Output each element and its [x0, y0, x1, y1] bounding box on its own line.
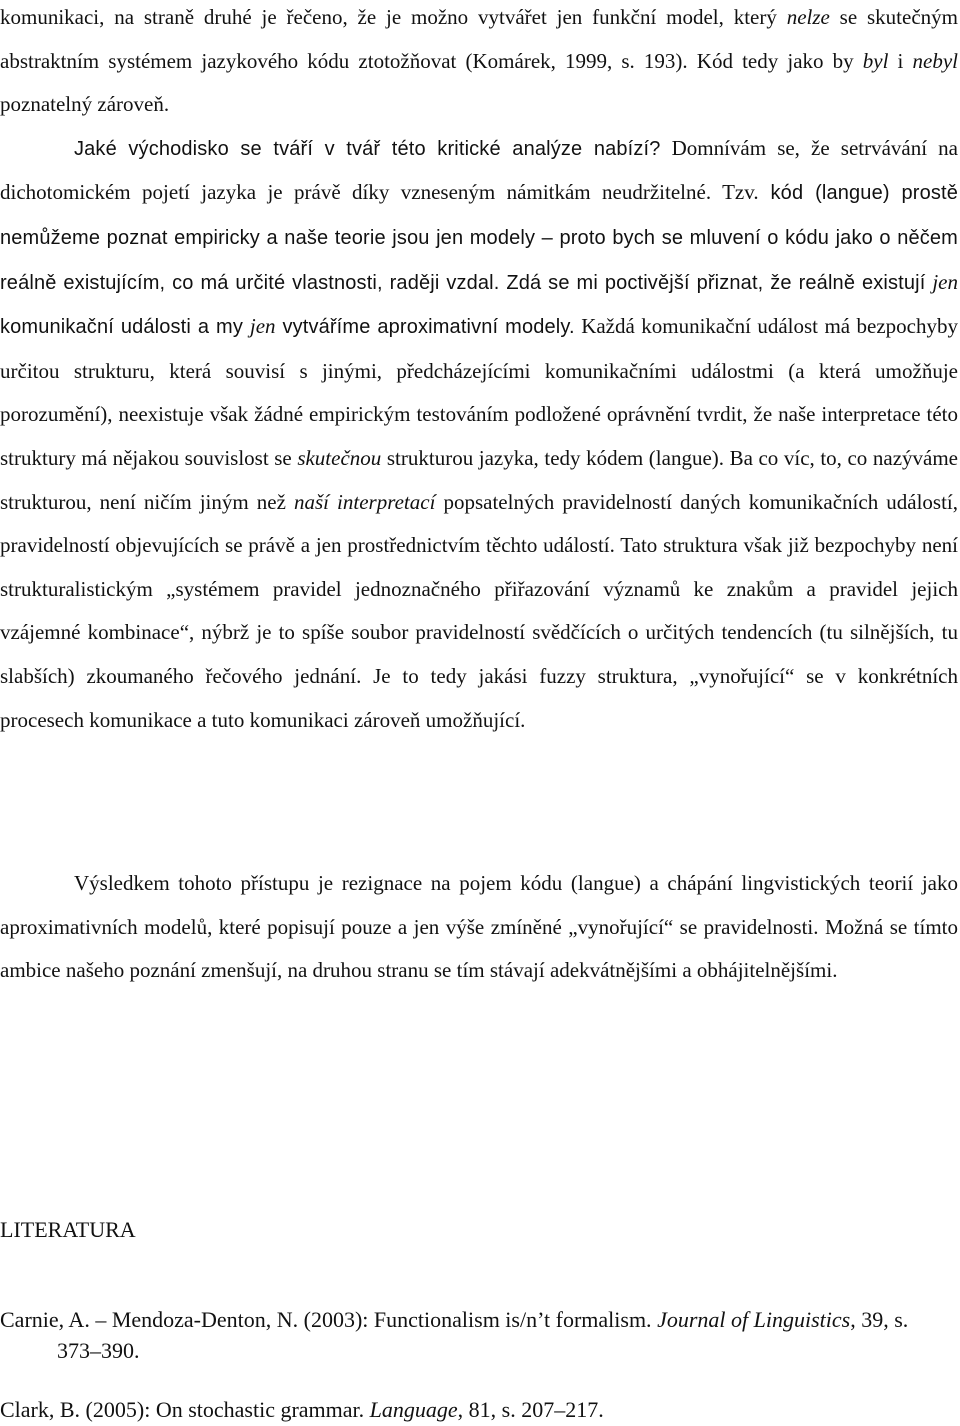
- reference-authors-title: Clark, B. (2005): On stochastic grammar.: [0, 1397, 370, 1422]
- text-span: Jaké východisko se tváří v tvář této kritické analýze nabízí?: [74, 137, 661, 160]
- body-paragraph-2: [0, 862, 958, 993]
- text-span: poznatelný zároveň.: [0, 92, 170, 117]
- emphasis: nelze: [786, 5, 830, 29]
- text-span: i: [888, 48, 913, 73]
- section-heading: LITERATURA: [0, 1217, 136, 1242]
- text-span: Tzv.: [722, 180, 759, 205]
- text-span: Domnívám se, že setrvávání na dichotomickém pojetí jazyka je právě díky vzneseným námitkám neudržitelné.: [0, 135, 958, 205]
- emphasis: byl: [862, 48, 889, 73]
- reference-volume-pages: , 39, s. 373–390.: [57, 1307, 909, 1363]
- reference-entry: [0, 1304, 957, 1366]
- reference-journal: Language: [369, 1397, 458, 1422]
- text-span: Každá komunikační událost má bezpochyby určitou strukturu, která souvisí s jinými, předcházejícími komunikačními událostmi (a která umožňuje porozumění), neexistuje však žádné empirickým testováním podložené oprávnění tvrdit, že naše interpretace této struktury má nějakou souvislost se: [0, 314, 958, 470]
- text-span: se skutečným abstraktním systémem jazykového kódu ztotožňovat (Komárek, 1999, s. 193). Kód tedy jako by: [0, 5, 958, 73]
- emphasis: skutečnou: [297, 445, 382, 470]
- reference-entry: [0, 1394, 957, 1425]
- text-span: strukturou jazyka, tedy kódem (langue). Ba co víc, to, co nazýváme strukturou, není ničím jiným než: [0, 445, 958, 514]
- emphasis: nebyl: [912, 48, 958, 73]
- text-span: kód (langue) prostě nemůžeme poznat empiricky a naše teorie jsou jen modely – proto bych se mluvení o kódu jako o něčem reálně existujícím, co má určité vlastnosti, raději vzdal. Zdá se mi poctivější přiznat, že reálně existují: [0, 182, 958, 294]
- emphasis: jen: [932, 269, 958, 294]
- reference-journal: Journal of Linguistics: [657, 1307, 851, 1332]
- reference-volume-pages: , 81, s. 207–217.: [457, 1397, 604, 1422]
- emphasis: naší interpretací: [293, 489, 436, 514]
- emphasis: jen: [249, 314, 276, 339]
- text-span: popsatelných pravidelností daných komunikačních událostí, pravidelností objevujících se právě a jen prostřednictvím těchto událostí. Tato struktura však již bezpochyby není strukturalistickým „systémem pravidel jednoznačného přiřazování významů ke znakům a pravidel jejich vzájemné kombinace“, nýbrž je to spíše soubor pravidelností svědčících o určitých tendencích (tu silnějších, tu slabších) zkoumaného řečového jednání. Je to tedy jakási fuzzy struktura, „vynořující“ se v konkrétních procesech komunikace a tuto komunikaci zároveň umožňující.: [0, 489, 959, 732]
- text-span: komunikační události a my: [0, 316, 250, 339]
- reference-authors-title: Carnie, A. – Mendoza-Denton, N. (2003): Functionalism is/n’t formalism.: [0, 1307, 658, 1332]
- text-span: vytváříme aproximativní modely.: [275, 316, 575, 339]
- text-span: Výsledkem tohoto přístupu je rezignace na pojem kódu (langue) a chápání lingvistických teorií jako aproximativních modelů, které popisují pouze a jen výše zmíněné „vynořující“ se pravidelnosti. Možná se tímto ambice našeho poznání zmenšují, na druhou stranu se tím stávají adekvátnějšími a obhájitelnějšími.: [0, 871, 958, 983]
- text-span: komunikaci, na straně druhé je řečeno, že je možno vytvářet jen funkční model, který: [0, 5, 787, 29]
